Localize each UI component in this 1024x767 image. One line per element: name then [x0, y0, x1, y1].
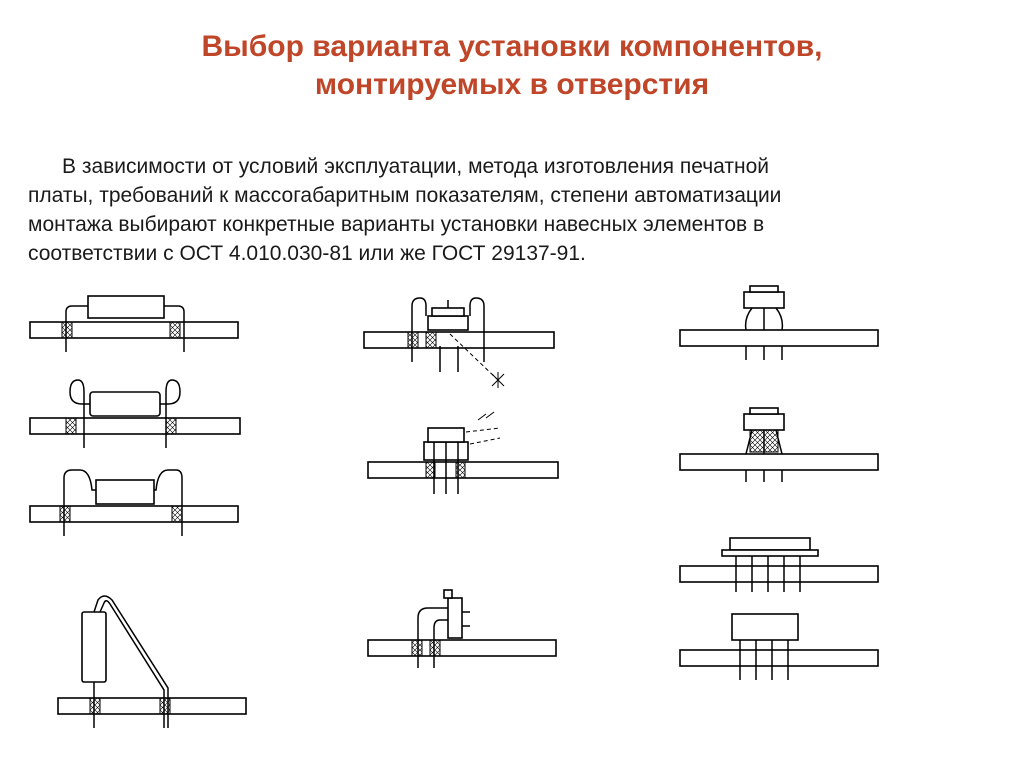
hatch-area — [170, 322, 180, 338]
component-lead — [418, 608, 448, 668]
component-body — [96, 480, 154, 504]
hatch-area — [408, 332, 418, 348]
hatch-area — [90, 698, 100, 714]
figure-dip-raised — [680, 538, 878, 592]
pcb-board — [680, 330, 878, 346]
pcb-board — [680, 566, 878, 582]
figure-horizontal-raised — [30, 380, 240, 448]
body-line-3: монтажа выбирают конкретные варианты установки навесных элементов в — [28, 213, 765, 236]
hatch-area — [412, 640, 422, 656]
pcb-board — [58, 698, 246, 714]
pcb-board — [680, 454, 878, 470]
hatch-area — [62, 322, 72, 338]
component-tab — [444, 590, 452, 598]
body-line-1: В зависимости от условий эксплуатации, метода изготовления печатной — [62, 155, 769, 178]
component-lead — [746, 346, 782, 360]
figure-dip-flat — [680, 614, 878, 680]
component-cap — [432, 308, 464, 316]
component-body — [448, 598, 462, 638]
component-body — [744, 414, 784, 430]
dimension-mark — [492, 372, 504, 388]
figure-side-mounted — [368, 590, 556, 668]
figure-radial-raised — [680, 286, 878, 360]
figure-vertical-body — [58, 596, 246, 728]
component-lead — [160, 380, 180, 448]
body-line-2: платы, требований к массогабаритным показателям, степени автоматизации — [28, 184, 782, 207]
component-lead — [746, 308, 783, 330]
pcb-board — [30, 418, 240, 434]
component-lead — [64, 470, 96, 536]
figure-horizontal-bent — [30, 470, 238, 536]
component-cap — [750, 286, 778, 292]
component-lead — [746, 470, 782, 482]
component-body — [730, 538, 810, 550]
dimension-mark — [478, 412, 494, 420]
figure-transistor-spacer — [368, 412, 558, 494]
component-body — [82, 612, 106, 682]
component-body — [428, 316, 468, 330]
pcb-board — [30, 322, 238, 338]
pcb-board — [368, 640, 556, 656]
body-line-4: соответствии с ОСТ 4.010.030-81 или же ГОСТ 29137-91. — [28, 242, 586, 265]
hatch-area — [166, 418, 176, 434]
hatch-area — [426, 332, 436, 348]
pcb-board — [680, 650, 878, 666]
title-line-2: монтируемых в отверстия — [314, 68, 710, 101]
component-body — [732, 614, 798, 640]
component-lead — [70, 380, 90, 448]
component-body — [744, 292, 784, 308]
figure-transistor-bent — [364, 298, 554, 388]
component-lead — [412, 298, 426, 362]
component-lead — [470, 298, 484, 362]
title-line-1: Выбор варианта установки компонентов, — [201, 30, 823, 63]
hatch-area — [60, 506, 70, 522]
component-body — [88, 296, 164, 318]
hatch-area — [172, 506, 182, 522]
pcb-board — [364, 332, 554, 348]
hatch-area — [430, 640, 440, 656]
component-body — [428, 428, 464, 442]
hatch-area — [66, 418, 76, 434]
component-lead — [462, 612, 470, 626]
figure-horizontal-flat — [30, 296, 238, 352]
component-cap — [750, 408, 778, 414]
component-base — [722, 550, 818, 556]
component-body — [90, 392, 160, 416]
component-lead — [154, 470, 182, 536]
figure-radial-spacer — [680, 408, 878, 482]
dimension-line — [466, 428, 500, 444]
